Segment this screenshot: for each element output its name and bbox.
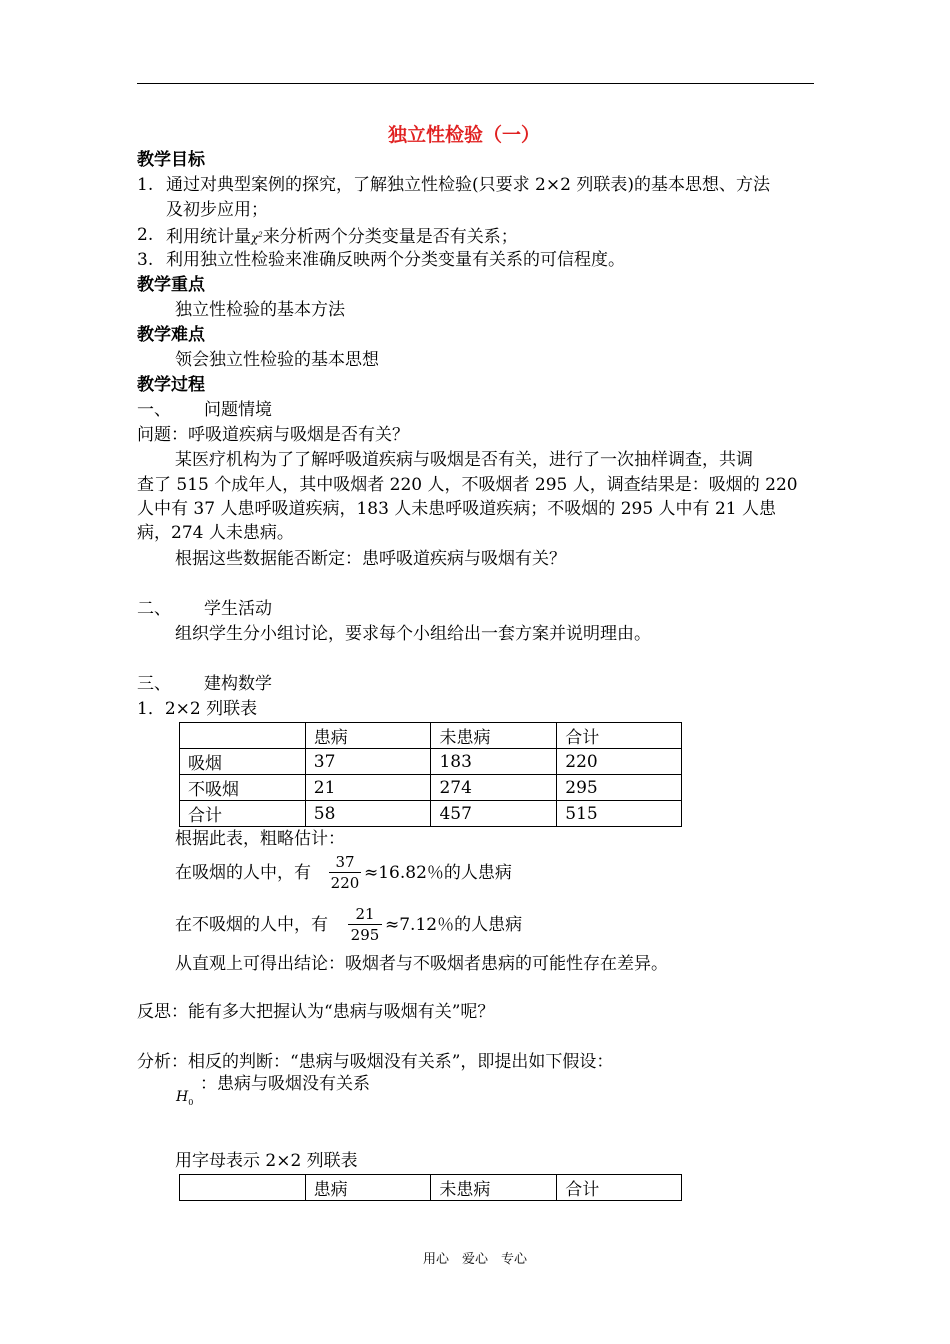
analysis: 分析：相反的判断：“患病与吸烟没有关系”，即提出如下假设： [137, 1052, 614, 1072]
section-1-number: 一、 [137, 400, 171, 420]
estimate-intro: 根据此表，粗略估计： [175, 829, 345, 849]
table-cell: 不吸烟 [180, 775, 306, 801]
section-2-text: 组织学生分小组讨论，要求每个小组给出一套方案并说明理由。 [175, 624, 651, 644]
nonsmoker-rate-suffix: ≈7.12％的人患病 [385, 915, 523, 935]
table-header-cell: 未患病 [431, 723, 557, 749]
fraction-denominator: 295 [350, 926, 380, 944]
scenario-line-4: 病，274 人未患病。 [137, 523, 294, 543]
goal-1-number: 1. [137, 175, 154, 195]
table-cell: 183 [431, 749, 557, 775]
table-header-cell: 患病 [305, 1175, 431, 1201]
section-1-title: 问题情境 [204, 400, 272, 420]
table-cell: 合计 [180, 801, 306, 827]
key-point-heading: 教学重点 [137, 275, 205, 295]
scenario-question: 根据这些数据能否断定：患呼吸道疾病与吸烟有关？ [175, 549, 566, 569]
reflection: 反思：能有多大把握认为“患病与吸烟有关”呢？ [137, 1002, 495, 1022]
smoker-rate-suffix: ≈16.82％的人患病 [364, 863, 512, 883]
table-cell: 21 [305, 775, 431, 801]
header-rule [137, 83, 814, 84]
fraction-numerator: 21 [355, 905, 375, 923]
goal-3-number: 3. [137, 250, 154, 270]
page-title: 独立性检验（一） [388, 124, 541, 146]
letter-table-intro: 用字母表示 2×2 列联表 [175, 1151, 358, 1171]
nonsmoker-rate-prefix: 在不吸烟的人中，有 [175, 915, 328, 935]
goal-1-line-1: 通过对典型案例的探究，了解独立性检验(只要求 2×2 列联表)的基本思想、方法 [166, 175, 770, 195]
difficulty-text: 领会独立性检验的基本思想 [175, 350, 379, 370]
difficulty-heading: 教学难点 [137, 325, 205, 345]
smoker-rate-prefix: 在吸烟的人中，有 [175, 863, 311, 883]
table-cell: 515 [557, 801, 682, 827]
table-cell: 457 [431, 801, 557, 827]
table-row [180, 749, 682, 775]
fraction-denominator: 220 [330, 874, 360, 892]
letter-contingency-table [179, 1174, 682, 1201]
table-header-row [180, 723, 682, 749]
contingency-table [179, 722, 682, 827]
goals-heading: 教学目标 [137, 150, 205, 170]
process-heading: 教学过程 [137, 375, 205, 395]
page-footer: 用心 爱心 专心 [422, 1252, 527, 1267]
section-3-title: 建构数学 [204, 674, 272, 694]
table-header-cell: 合计 [557, 1175, 682, 1201]
table-row [180, 775, 682, 801]
table-header-cell: 合计 [557, 723, 682, 749]
nonsmoker-fraction [348, 904, 382, 945]
subsection-1-title: 1．2×2 列联表 [137, 699, 258, 719]
table-header-cell [180, 723, 306, 749]
chi-square-symbol: $\chi^2$ [251, 231, 263, 245]
null-hypothesis-text: ：患病与吸烟没有关系 [200, 1074, 370, 1094]
table-cell: 220 [557, 749, 682, 775]
table-cell: 37 [305, 749, 431, 775]
table-cell: 274 [431, 775, 557, 801]
goal-2 [166, 224, 518, 249]
goal-3: 利用独立性检验来准确反映两个分类变量有关系的可信程度。 [166, 250, 625, 270]
goal-2-suffix: 来分析两个分类变量是否有关系； [262, 227, 518, 247]
question: 问题：呼吸道疾病与吸烟是否有关？ [137, 425, 409, 445]
table-cell: 吸烟 [180, 749, 306, 775]
key-point-text: 独立性检验的基本方法 [175, 300, 345, 320]
goal-1-line-2: 及初步应用； [166, 200, 268, 220]
table-header-cell: 患病 [305, 723, 431, 749]
section-2-number: 二、 [137, 599, 171, 619]
goal-2-number: 2. [137, 225, 154, 245]
intuitive-conclusion: 从直观上可得出结论：吸烟者与不吸烟者患病的可能性存在差异。 [175, 954, 668, 974]
null-hypothesis-symbol: $H_0$ [176, 1089, 194, 1107]
table-header-row [180, 1175, 682, 1201]
scenario-line-1: 某医疗机构为了了解呼吸道疾病与吸烟是否有关，进行了一次抽样调查，共调 [175, 450, 753, 470]
table-cell: 295 [557, 775, 682, 801]
section-3-number: 三、 [137, 674, 171, 694]
fraction-numerator: 37 [335, 853, 355, 871]
smoker-fraction [329, 852, 361, 893]
table-cell: 58 [305, 801, 431, 827]
goal-2-prefix: 利用统计量 [166, 227, 251, 247]
scenario-line-3: 人中有 37 人患呼吸道疾病，183 人未患呼吸道疾病；不吸烟的 295 人中有 21 人患 [137, 499, 776, 519]
table-header-cell [180, 1175, 306, 1201]
table-header-cell: 未患病 [431, 1175, 557, 1201]
scenario-line-2: 查了 515 个成年人，其中吸烟者 220 人，不吸烟者 295 人，调查结果是：吸烟的 220 [137, 475, 798, 495]
table-row [180, 801, 682, 827]
section-2-title: 学生活动 [204, 599, 272, 619]
